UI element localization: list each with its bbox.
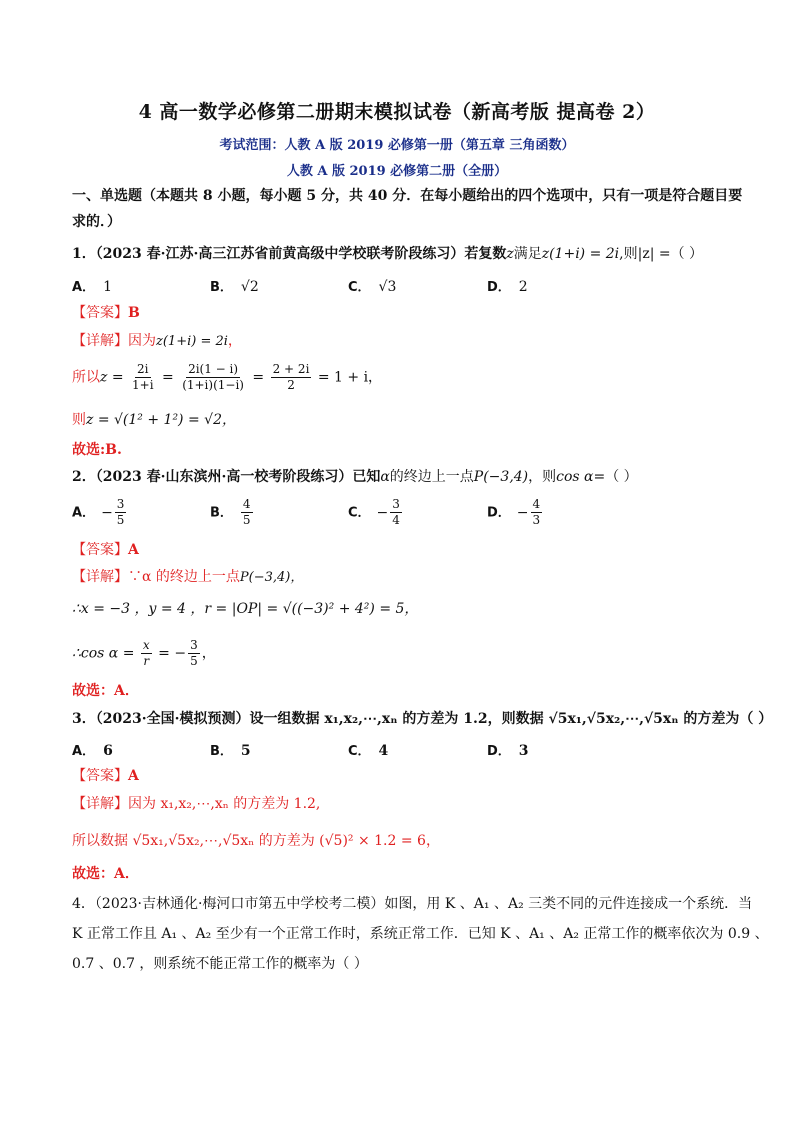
- section-heading-line-1: 一、单选题（本题共 8 小题，每小题 5 分，共 40 分．在每小题给出的四个选项中，只有一项是符合题目要: [72, 188, 743, 204]
- q1-detail-2: 所以z = $\frac{2i}{1+i}$ = $\frac{2i(1 - i)}{(1+i)(1-i)}$ = $\frac{2 + 2i}{2}$ = 1 + i，: [72, 362, 383, 392]
- q3-conclusion: 故选：A．: [72, 866, 139, 882]
- q1-option-c: C． √3: [348, 279, 397, 295]
- q2-detail-3: ∴cos α = $\frac{x}{r}$ = − $\frac{3}{5}$ ，: [72, 638, 216, 668]
- q1-stem-suffix: ,则|z| =（ ）: [619, 246, 704, 262]
- q2-option-a: A． − $\frac{3}{5}$: [72, 497, 125, 527]
- q1-option-a: A． 1: [72, 279, 112, 295]
- q2-stem: 2．（2023 春·山东滨州·高一校考阶段练习）已知α的终边上一点P(−3,4)，则cos α=（ ）: [72, 469, 638, 485]
- q1-answer-label: 【答案】: [72, 305, 128, 321]
- q3-option-d: D． 3: [487, 743, 529, 759]
- q2-answer: 【答案】A: [72, 542, 139, 558]
- q1-conclusion: 故选:B.: [72, 442, 122, 458]
- section-heading-line-2: 求的．）: [72, 214, 121, 230]
- q4-stem-line-3: 0.7 、0.7 ，则系统不能正常工作的概率为（ ）: [72, 956, 368, 972]
- q1-condition: z(1+i) = 2i: [541, 246, 620, 262]
- q1-option-d: D． 2: [487, 279, 528, 295]
- q4-stem-line-2: K 正常工作且 A₁ 、A₂ 至少有一个正常工作时，系统正常工作．已知 K 、A₁ 、A₂ 正常工作的概率依次为 0.9 、: [72, 926, 769, 942]
- q2-conclusion: 故选：A．: [72, 683, 139, 699]
- q2-option-d: D． − $\frac{4}{3}$: [487, 497, 541, 527]
- q2-option-b: B． $\frac{4}{5}$: [210, 497, 251, 527]
- q4-stem-line-1: 4．（2023·吉林通化·梅河口市第五中学校考二模）如图，用 K 、A₁ 、A₂ 三类不同的元件连接成一个系统．当: [72, 896, 753, 912]
- q1-answer-value: B: [128, 305, 140, 321]
- q2-option-c: C． − $\frac{3}{4}$: [348, 497, 400, 527]
- q1-detail-label: 【详解】: [72, 333, 128, 349]
- page-title: 4 高一数学必修第二册期末模拟试卷（新高考版 提高卷 2）: [138, 101, 656, 123]
- exam-scope-line-2: 人教 A 版 2019 必修第二册（全册）: [286, 164, 508, 179]
- q1-var-z: z: [506, 246, 514, 262]
- q3-answer: 【答案】A: [72, 768, 139, 784]
- exam-scope-line-1: 考试范围：人教 A 版 2019 必修第一册（第五章 三角函数）: [219, 138, 575, 153]
- q1-detail-1: 【详解】因为z(1+i) = 2i，: [72, 333, 242, 349]
- q1-option-b: B． √2: [210, 279, 259, 295]
- q3-detail-1: 【详解】因为 x₁,x₂,⋯,xₙ 的方差为 1.2,: [72, 796, 321, 812]
- q1-stem-mid: 满足: [513, 246, 542, 262]
- q1-answer: [72, 303, 140, 323]
- q1-stem-prefix: 1．（2023 春·江苏·高三江苏省前黄高级中学校联考阶段练习）若复数: [72, 246, 507, 262]
- q3-option-b: B． 5: [210, 743, 251, 759]
- q1-detail-3: 则z = √(1² + 1²) = √2，: [72, 412, 236, 428]
- q3-detail-2: 所以数据 √5x₁,√5x₂,⋯,√5xₙ 的方差为 (√5)² × 1.2 = 6，: [72, 833, 440, 849]
- q2-detail-2: ∴x = −3 ，y = 4 ，r = |OP| = √((−3)² + 4²) = 5，: [72, 601, 419, 617]
- q3-option-c: C． 4: [348, 743, 389, 759]
- q1-stem: [72, 244, 703, 264]
- q3-stem: 3．（2023·全国·模拟预测）设一组数据 x₁,x₂,⋯,xₙ 的方差为 1.2，则数据 √5x₁,√5x₂,⋯,√5xₙ 的方差为（ ）: [72, 711, 773, 727]
- q3-option-a: A． 6: [72, 743, 113, 759]
- q2-detail-1: 【详解】∵α 的终边上一点P(−3,4)，: [72, 569, 304, 585]
